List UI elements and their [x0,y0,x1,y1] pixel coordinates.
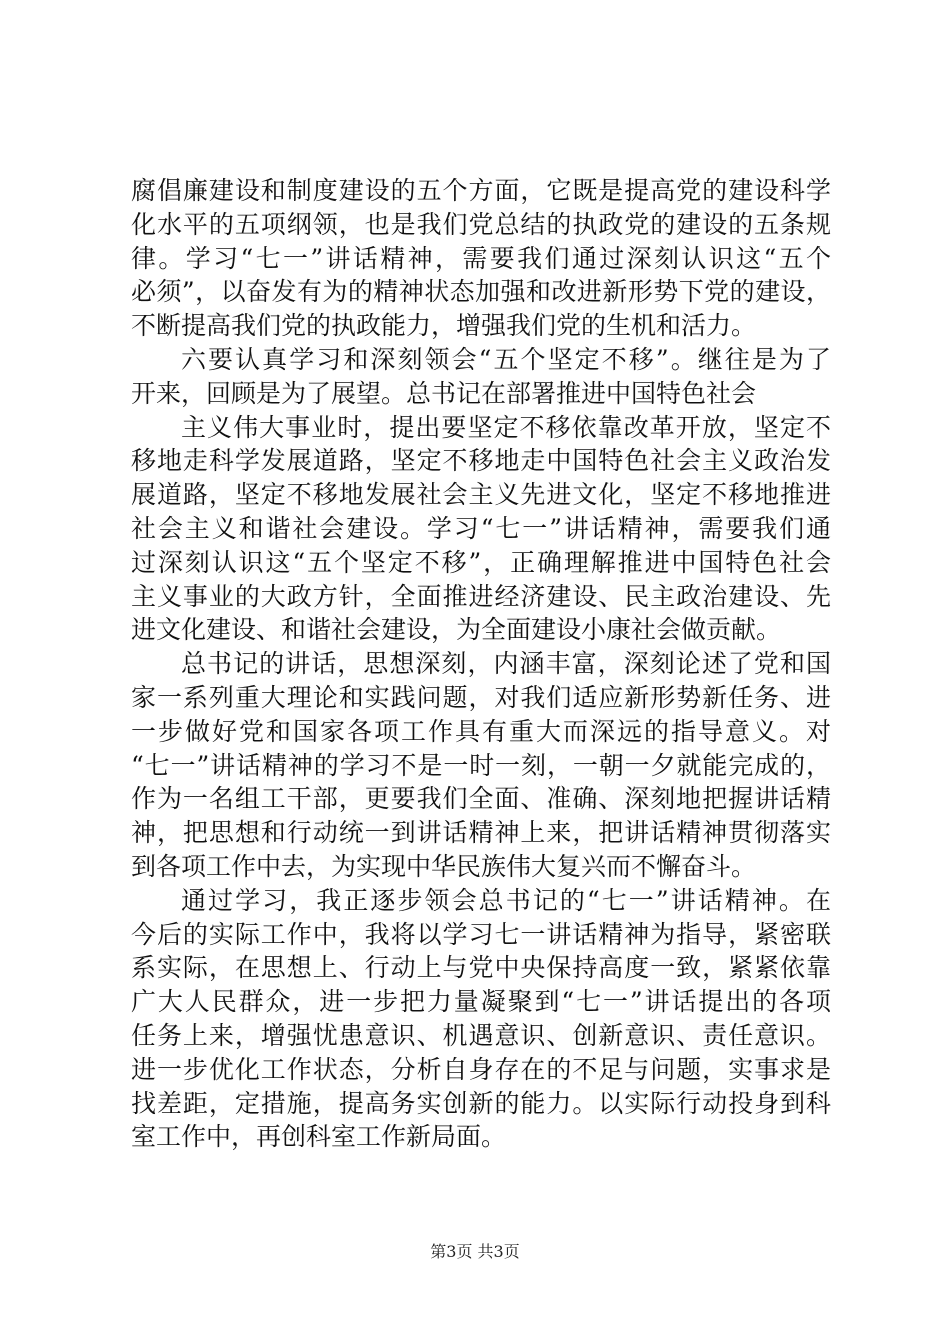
text-line: 作为一名组工干部，更要我们全面、准确、深刻地把握讲话精 [131,784,831,814]
text-line: 总书记的讲话，思想深刻，内涵丰富，深刻论述了党和国 [181,649,831,679]
text-line: 律。学习“七一”讲话精神，需要我们通过深刻认识这“五个 [131,243,831,273]
text-line: 一步做好党和国家各项工作具有重大而深远的指导意义。对 [131,716,831,746]
text-line: 系实际，在思想上、行动上与党中央保持高度一致，紧紧依靠 [131,953,831,983]
page-footer: 第3页 共3页 [430,1242,520,1261]
text-line: 社会主义和谐社会建设。学习“七一”讲话精神，需要我们通 [131,513,831,543]
text-line: 广大人民群众，进一步把力量凝聚到“七一”讲话提出的各项 [131,987,831,1017]
text-line: 今后的实际工作中，我将以学习七一讲话精神为指导，紧密联 [131,919,831,949]
document-body [131,174,831,1154]
text-line: 找差距，定措施，提高务实创新的能力。以实际行动投身到科 [131,1088,831,1118]
text-line: 室工作中，再创科室工作新局面。 [131,1122,507,1152]
text-line: 神，把思想和行动统一到讲话精神上来，把讲话精神贯彻落实 [131,818,831,848]
text-line: 必须”，以奋发有为的精神状态加强和改进新形势下党的建设， [131,277,831,307]
text-line: 开来，回顾是为了展望。总书记在部署推进中国特色社会 [131,378,757,408]
text-line: 六要认真学习和深刻领会“五个坚定不移”。继往是为了 [181,344,831,374]
text-line: 主义事业的大政方针，全面推进经济建设、民主政治建设、先 [131,581,831,611]
text-line: 家一系列重大理论和实践问题，对我们适应新形势新任务、进 [131,682,831,712]
text-line: 腐倡廉建设和制度建设的五个方面，它既是提高党的建设科学 [131,176,831,205]
text-line: 移地走科学发展道路，坚定不移地走中国特色社会主义政治发 [131,446,831,476]
text-line: “七一”讲话精神的学习不是一时一刻，一朝一夕就能完成的， [131,750,831,780]
text-line: 任务上来，增强忧患意识、机遇意识、创新意识、责任意识。 [131,1020,831,1050]
text-line: 过深刻认识这“五个坚定不移”，正确理解推进中国特色社会 [131,547,831,577]
text-line: 进文化建设、和谐社会建设，为全面建设小康社会做贡献。 [131,615,782,645]
text-line: 主义伟大事业时，提出要坚定不移依靠改革开放，坚定不 [181,412,831,442]
text-line: 化水平的五项纲领，也是我们党总结的执政党的建设的五条规 [131,209,831,239]
text-line: 展道路，坚定不移地发展社会主义先进文化，坚定不移地推进 [131,480,831,510]
text-line: 不断提高我们党的执政能力，增强我们党的生机和活力。 [131,311,757,341]
text-line: 进一步优化工作状态，分析自身存在的不足与问题，实事求是 [131,1054,831,1084]
text-line: 到各项工作中去，为实现中华民族伟大复兴而不懈奋斗。 [131,851,757,881]
text-line: 通过学习，我正逐步领会总书记的“七一”讲话精神。在 [181,885,831,915]
